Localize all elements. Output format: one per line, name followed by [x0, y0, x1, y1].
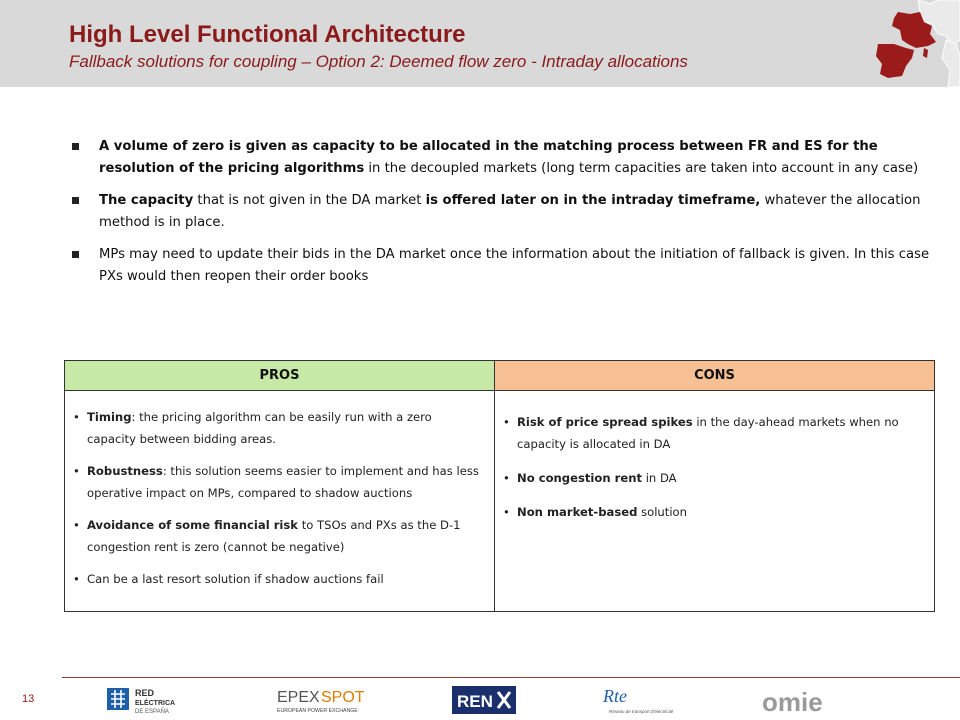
epex-spot-logo — [277, 686, 367, 716]
slide-header — [0, 0, 960, 87]
item-text: Can be a last resort solution if shadow auctions fail — [87, 572, 384, 586]
bullet-item — [72, 244, 932, 288]
bullet-item — [72, 190, 932, 234]
bullet-list — [72, 136, 932, 298]
spot-name: SPOT — [321, 689, 365, 706]
omie-name: omie — [762, 687, 823, 715]
item-bold-text: Avoidance of some financial risk — [87, 518, 299, 532]
omie-logo — [762, 687, 842, 715]
pros-item — [71, 460, 482, 504]
bullet-bold-text: The capacity — [99, 193, 194, 208]
item-bold-text: Robustness — [87, 464, 163, 478]
pros-item — [71, 568, 482, 590]
ren-name: REN — [457, 692, 493, 711]
slide-title: High Level Functional Architecture — [69, 21, 466, 48]
pros-column — [65, 391, 495, 611]
cons-item — [501, 467, 924, 489]
item-text: solution — [637, 505, 687, 519]
bullet-item — [72, 136, 932, 180]
ree-line2: ELÉCTRICA — [135, 700, 176, 707]
pros-header: PROS — [65, 361, 495, 391]
bullet-text: in the decoupled markets (long term capacities are taken into account in any case) — [364, 161, 919, 176]
item-text: in DA — [642, 471, 677, 485]
ree-line1: RED — [135, 688, 155, 698]
cons-item — [501, 411, 924, 455]
page-number: 13 — [22, 693, 35, 705]
square-bullet-icon — [72, 197, 79, 204]
item-text: in the day-ahead markets when no capacity is allocated in DA — [517, 415, 899, 451]
red-electrica-logo — [107, 686, 197, 716]
rte-logo — [601, 684, 681, 716]
item-bold-text: Timing — [87, 410, 132, 424]
cons-header: CONS — [495, 361, 934, 391]
item-text: : this solution seems easier to implement and has less operative impact on MPs, compared to shadow auctions — [87, 464, 479, 500]
square-bullet-icon — [72, 251, 79, 258]
rte-tagline: Réseau de transport d'électricité — [609, 709, 674, 714]
footer-divider — [62, 677, 960, 678]
bullet-bold-text: A volume of zero is given as capacity to be allocated in the matching process between FR and ES for the resolution of the pricing algorithms — [99, 139, 878, 176]
item-bold-text: No congestion rent — [517, 471, 643, 485]
epex-name: EPEX — [277, 689, 320, 706]
pros-item — [71, 514, 482, 558]
cons-column — [495, 391, 934, 611]
bullet-bold-text: is offered later on in the intraday timeframe, — [425, 193, 761, 208]
pros-item — [71, 406, 482, 450]
cons-item — [501, 501, 924, 523]
europe-map-icon — [858, 0, 960, 87]
ree-line3: DE ESPAÑA — [135, 709, 169, 715]
square-bullet-icon — [72, 143, 79, 150]
bullet-text: MPs may need to update their bids in the DA market once the information about the initiation of fallback is given. In this case PXs would then reopen their order books — [99, 247, 930, 284]
item-text: to TSOs and PXs as the D-1 congestion rent is zero (cannot be negative) — [87, 518, 461, 554]
rte-name: Rte — [603, 686, 627, 706]
bullet-text: whatever the allocation method is in place. — [99, 193, 921, 230]
item-text: : the pricing algorithm can be easily run with a zero capacity between bidding areas. — [87, 410, 432, 446]
item-bold-text: Risk of price spread spikes — [517, 415, 693, 429]
slide-subtitle: Fallback solutions for coupling – Option 2: Deemed flow zero - Intraday allocations — [69, 52, 688, 71]
bullet-text: that is not given in the DA market — [193, 193, 426, 208]
ren-logo — [452, 686, 516, 716]
epex-tagline: EUROPEAN POWER EXCHANGE — [277, 708, 358, 714]
pros-cons-table — [64, 360, 935, 612]
item-bold-text: Non market-based — [517, 505, 638, 519]
